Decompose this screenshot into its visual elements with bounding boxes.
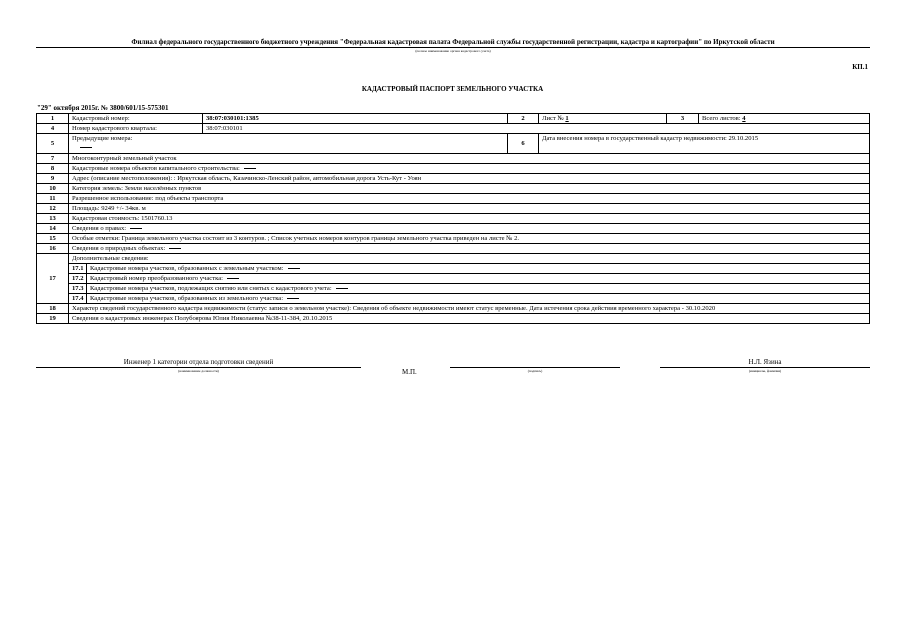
record-status: Характер сведений государственного кадастра недвижимости (статус записи о земельном участке): Сведения об объекте недвижимости имеют статус временные. Дата истечения срока действия временного характера - 30.10.2020	[69, 304, 870, 314]
table-row	[37, 184, 870, 194]
row-number: 10	[37, 184, 69, 194]
entry-date: Дата внесения номера в государственный кадастр недвижимости: 29.10.2015	[539, 134, 870, 154]
stamp-place: М.П.	[402, 368, 417, 376]
subrow-number: 17.4	[69, 294, 87, 304]
natural-objects: Сведения о природных объектах:	[69, 244, 870, 254]
subrow-number: 17.3	[69, 284, 87, 294]
table-row	[37, 224, 870, 234]
org-header	[36, 38, 870, 53]
additional-info: Дополнительные сведения:	[69, 254, 870, 264]
area: Площадь: 9249 +/- 34кв. м	[69, 204, 870, 214]
table-row	[37, 234, 870, 244]
row-number: 2	[508, 114, 539, 124]
passport-table	[36, 113, 870, 324]
cadastral-value: Кадастровая стоимость: 1501760.13	[69, 214, 870, 224]
quarter-number-value: 38:07:030101	[203, 124, 870, 134]
table-row	[37, 304, 870, 314]
cadastral-number-label: Кадастровый номер:	[69, 114, 203, 124]
cadastral-engineers: Сведения о кадастровых инженерах Полубоярова Юлия Николаевна №38-11-384, 20.10.2015	[69, 314, 870, 324]
row-number: 5	[37, 134, 69, 154]
subrow-number: 17.2	[69, 274, 87, 284]
signature-name: Н.Л. Язина (инициалы, фамилия)	[660, 358, 870, 373]
row-number: 13	[37, 214, 69, 224]
quarter-number-label: Номер кадастрового квартала:	[69, 124, 203, 134]
table-row	[37, 164, 870, 174]
row-number: 8	[37, 164, 69, 174]
table-row	[37, 134, 870, 154]
land-category: Категория земель: Земли населённых пунктов	[69, 184, 870, 194]
table-row	[37, 284, 870, 294]
table-row	[37, 254, 870, 264]
table-row	[37, 214, 870, 224]
previous-numbers: Предыдущие номера:	[69, 134, 508, 154]
rights-info: Сведения о правах:	[69, 224, 870, 234]
form-code: КП.1	[852, 63, 868, 71]
signature-field: (подпись)	[450, 358, 620, 373]
address: Адрес (описание местоположения): : Иркутская область, Казачинско-Ленский район, автомобильная дорога Усть-Кут - Уоян	[69, 174, 870, 184]
row-number: 1	[37, 114, 69, 124]
table-row	[37, 244, 870, 254]
multi-contour: Многоконтурный земельный участок	[69, 154, 870, 164]
org-caption: (полное наименование органа кадастрового учета)	[415, 49, 491, 53]
table-row	[37, 264, 870, 274]
row-number: 16	[37, 244, 69, 254]
table-row	[37, 314, 870, 324]
cadastral-number-value: 38:07:030101:1385	[203, 114, 508, 124]
deregistered-parcels: Кадастровые номера участков, подлежащих снятию или снятых с кадастрового учета:	[87, 284, 870, 294]
table-row	[37, 274, 870, 284]
total-sheets: Всего листов: 4	[699, 114, 870, 124]
row-number: 12	[37, 204, 69, 214]
row-number: 7	[37, 154, 69, 164]
table-row	[37, 114, 870, 124]
table-row	[37, 204, 870, 214]
formed-from: Кадастровые номера участков, образованных из земельного участка:	[87, 294, 870, 304]
row-number: 19	[37, 314, 69, 324]
table-row	[37, 194, 870, 204]
converted-parcel: Кадастровый номер преобразованного участка:	[87, 274, 870, 284]
table-row	[37, 294, 870, 304]
row-number: 15	[37, 234, 69, 244]
table-row	[37, 154, 870, 164]
row-number: 14	[37, 224, 69, 234]
special-notes: Особые отметки: Граница земельного участка состоит из 3 контуров. ; Список учетных номеров контуров границы земельного участка приведен на листе № 2.	[69, 234, 870, 244]
row-number: 6	[508, 134, 539, 154]
document-title: КАДАСТРОВЫЙ ПАСПОРТ ЗЕМЕЛЬНОГО УЧАСТКА	[361, 85, 544, 93]
subrow-number: 17.1	[69, 264, 87, 274]
org-name: Филиал федерального государственного бюджетного учреждения "Федеральная кадастровая палата Федеральной службы государственной регистрации, кадастра и картографии" по Иркутской области	[36, 38, 870, 48]
row-number: 9	[37, 174, 69, 184]
formed-with: Кадастровые номера участков, образованных с земельным участком:	[87, 264, 870, 274]
table-row	[37, 174, 870, 184]
row-number: 4	[37, 124, 69, 134]
sheet-number: Лист № 1	[539, 114, 667, 124]
table-row	[37, 124, 870, 134]
construction-objects: Кадастровые номера объектов капитального строительства:	[69, 164, 870, 174]
row-number: 18	[37, 304, 69, 314]
row-number: 11	[37, 194, 69, 204]
date-and-number: "29" октября 2015г. № 3800/601/15-575301	[37, 104, 169, 112]
row-number: 3	[667, 114, 699, 124]
permitted-use: Разрешенное использование: под объекты транспорта	[69, 194, 870, 204]
signature-position: Инженер 1 категории отдела подготовки сведений (наименование должности)	[36, 358, 361, 373]
row-number: 17	[37, 254, 69, 304]
